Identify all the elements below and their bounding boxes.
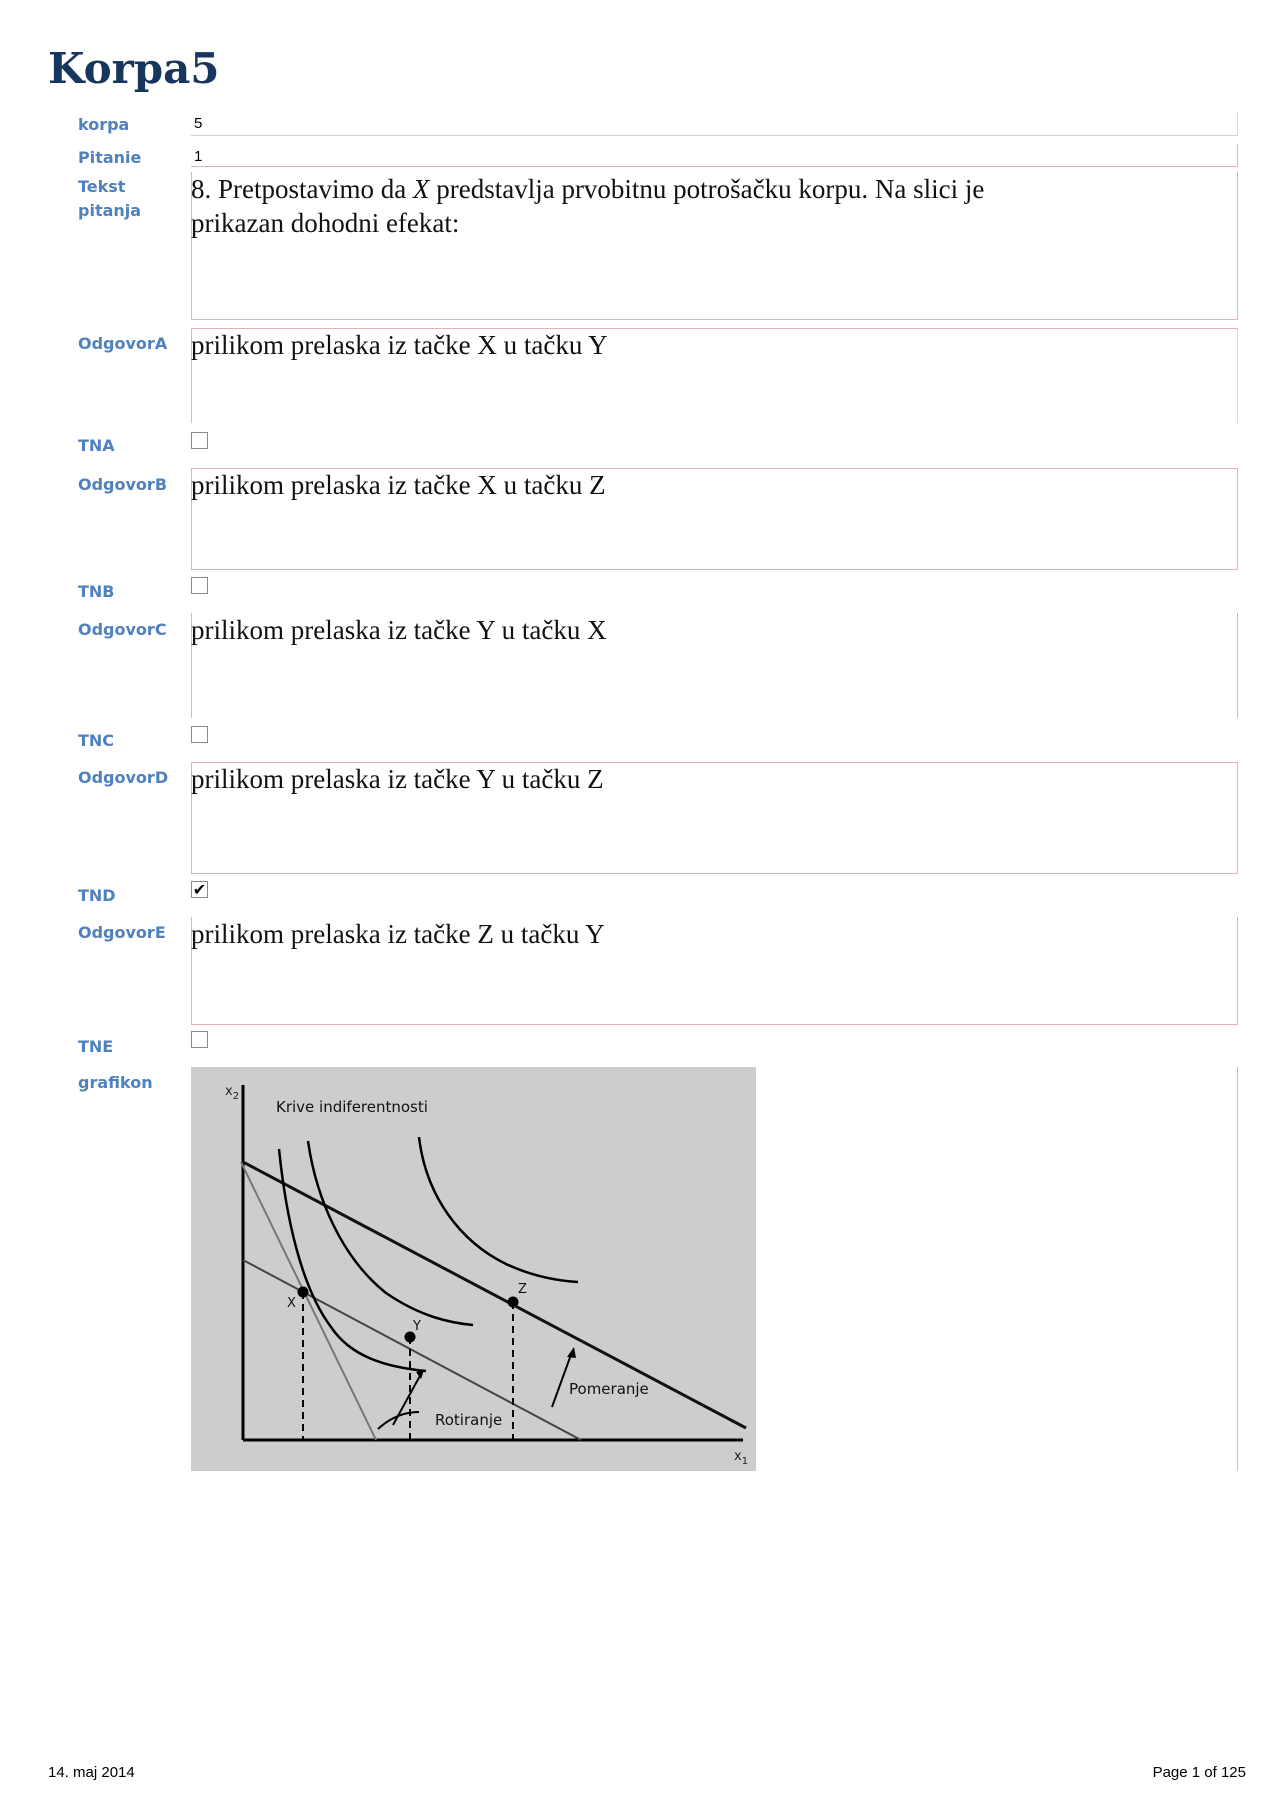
point-y-label: Y <box>413 1319 421 1334</box>
tna-checkbox[interactable] <box>191 432 208 449</box>
tnc-checkbox[interactable] <box>191 726 208 743</box>
odgovorB-value: prilikom prelaska iz tačke X u tačku Z <box>191 470 606 500</box>
odgovorB-label: OdgovorB <box>78 475 168 494</box>
grafikon-label: grafikon <box>78 1073 153 1092</box>
shift-label: Pomeranje <box>569 1380 649 1398</box>
tekst-label <box>78 175 141 223</box>
odgovorE-value: prilikom prelaska iz tačke Z u tačku Y <box>191 919 605 949</box>
odgovorC-label: OdgovorC <box>78 620 167 639</box>
point-x-marker <box>298 1287 309 1298</box>
tnb-label: TNB <box>78 582 115 601</box>
korpa-label: korpa <box>78 115 130 134</box>
tekst-label-line1: Tekst <box>78 177 126 196</box>
odgovorA-value: prilikom prelaska iz tačke X u tačku Y <box>191 330 608 360</box>
tnc-label: TNC <box>78 731 115 750</box>
korpa-field[interactable] <box>191 112 1238 136</box>
rotate-label: Rotiranje <box>435 1411 503 1429</box>
curves-label: Krive indiferentnosti <box>276 1098 428 1116</box>
footer-date: 14. maj 2014 <box>48 1764 135 1781</box>
tne-checkbox[interactable] <box>191 1031 208 1048</box>
tnd-label: TND <box>78 886 116 905</box>
footer-page: Page 1 of 125 <box>1152 1764 1246 1781</box>
pitanie-label: Pitanie <box>78 148 142 167</box>
tekst-label-line2: pitanja <box>78 201 142 220</box>
pitanie-value: 1 <box>194 148 203 165</box>
question-text <box>191 172 984 240</box>
tnd-checkbox[interactable]: ✔ <box>192 880 207 899</box>
income-effect-graph <box>191 1067 756 1471</box>
odgovorA-label: OdgovorA <box>78 334 168 353</box>
pitanie-field[interactable] <box>191 144 1238 167</box>
odgovorD-label: OdgovorD <box>78 768 169 787</box>
odgovorE-label: OdgovorE <box>78 923 166 942</box>
tnb-checkbox[interactable] <box>191 577 208 594</box>
odgovorD-value: prilikom prelaska iz tačke Y u tačku Z <box>191 764 604 794</box>
point-z-label: Z <box>518 1282 527 1297</box>
tne-label: TNE <box>78 1037 114 1056</box>
question-line2: prikazan dohodni efekat: <box>191 208 460 238</box>
odgovorC-value: prilikom prelaska iz tačke Y u tačku X <box>191 615 607 645</box>
point-x-label: X <box>287 1296 296 1311</box>
question-line1: 8. Pretpostavimo da X predstavlja prvobitnu potrošačku korpu. Na slici je <box>191 174 985 204</box>
korpa-value: 5 <box>194 115 203 132</box>
point-z-marker <box>508 1297 519 1308</box>
x-axis-label: $x_1$ <box>734 1449 749 1467</box>
page-title: Korpa5 <box>48 44 220 93</box>
y-axis-label: $x_2$ <box>225 1084 240 1102</box>
tna-label: TNA <box>78 436 115 455</box>
